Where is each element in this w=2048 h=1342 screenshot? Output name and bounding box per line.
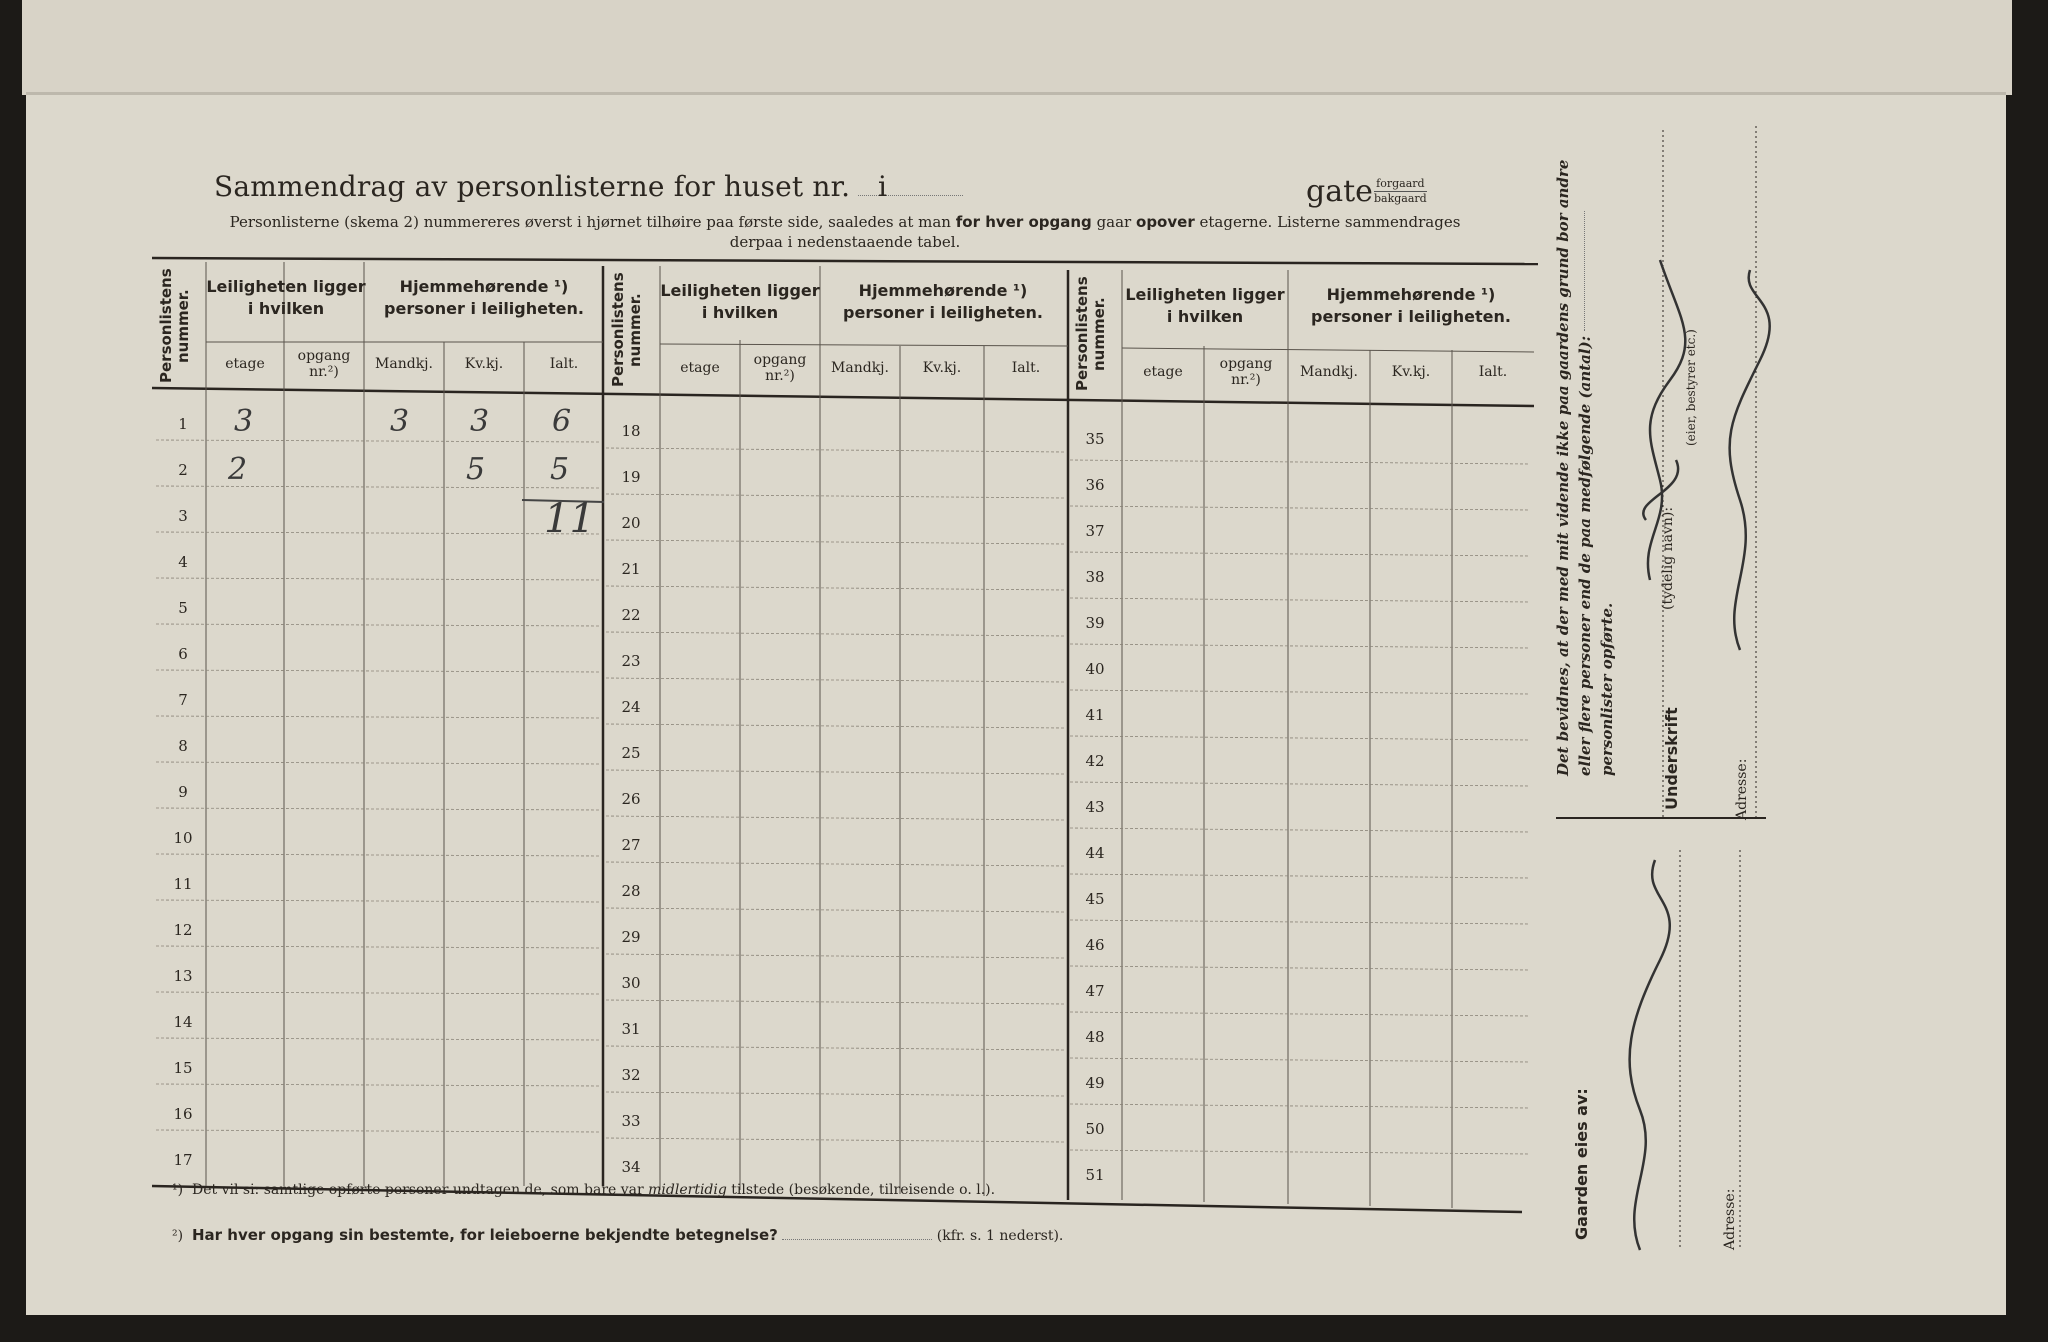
gaarden-eies-label: Gaarden eies av:: [1572, 1088, 1591, 1240]
row-number: 15: [173, 1059, 193, 1077]
row-number: 27: [621, 836, 641, 854]
header-leiligheten-3: Leiligheten ligger i hvilken: [1125, 285, 1285, 326]
header-opgang-1: opgang nr.²): [297, 348, 351, 380]
row-number: 42: [1085, 752, 1105, 770]
row-number: 23: [621, 652, 641, 670]
tydelig-label: (tydelig navn):: [1660, 506, 1676, 610]
row-number: 14: [173, 1013, 193, 1031]
row-number: 21: [621, 560, 641, 578]
entry-row2-kvkj: 5: [466, 452, 486, 487]
row-number: 13: [173, 967, 193, 985]
row-number: 26: [621, 790, 641, 808]
header-mandkj-2: Mandkj.: [831, 360, 889, 376]
footnote-2: ²) Har hver opgang sin bestemte, for leieboerne bekjendte betegnelse? (kfr. s. 1 nederst).: [172, 1226, 1064, 1244]
entry-row2-etage: 2: [228, 452, 248, 487]
row-number: 51: [1085, 1166, 1105, 1184]
row-number: 16: [173, 1105, 193, 1123]
header-ialt-2: Ialt.: [1011, 360, 1041, 376]
header-hjemmehorende-3: Hjemmehørende ¹) personer i leiligheten.: [1311, 285, 1511, 326]
row-number: 3: [178, 507, 188, 525]
header-etage-2: etage: [680, 360, 720, 376]
row-number: 47: [1085, 982, 1105, 1000]
row-number: 10: [173, 829, 193, 847]
row-number: 34: [621, 1158, 641, 1176]
row-number: 40: [1085, 660, 1105, 678]
row-number: 9: [178, 783, 188, 801]
header-etage-1: etage: [225, 356, 265, 372]
adresse-label: Adresse:: [1734, 758, 1750, 820]
row-number: 2: [178, 461, 188, 479]
row-number: 43: [1085, 798, 1105, 816]
signature-adresse: [1730, 270, 1770, 650]
row-number: 4: [178, 553, 188, 571]
row-number: 32: [621, 1066, 641, 1084]
gate-option-bakgaard: bakgaard: [1374, 192, 1427, 205]
row-number: 30: [621, 974, 641, 992]
row-number: 35: [1085, 430, 1105, 448]
header-leiligheten-2: Leiligheten ligger i hvilken: [660, 281, 820, 322]
entry-row1-ialt: 6: [552, 404, 572, 439]
intro-text: Personlisterne (skema 2) nummereres øverst i hjørnet tilhøire paa første side, saaledes at man for hver opgang gaar opover etagerne. Listerne sammendrages derpaa i nedenstaaende tabel.: [229, 213, 1461, 251]
underskrift-label: Underskrift: [1662, 707, 1681, 810]
footnote-1: ¹) Det vil si: samtlige opførte personer undtagen de, som bare var midlertidig tilstede (besøkende, tilreisende o. l.).: [172, 1182, 996, 1198]
form-title: Sammendrag av personlisterne for huset nr.: [214, 170, 971, 203]
signature-underskrift: [1643, 260, 1685, 580]
row-number: 8: [178, 737, 188, 755]
gate-option-forgaard: forgaard: [1376, 177, 1425, 190]
header-hjemmehorende-2: Hjemmehørende ¹) personer i leiligheten.: [843, 281, 1043, 322]
row-number: 22: [621, 606, 641, 624]
row-number: 50: [1085, 1120, 1105, 1138]
header-leiligheten-1: Leiligheten ligger i hvilken: [206, 277, 366, 318]
header-kvkj-1: Kv.kj.: [464, 356, 504, 372]
row-number: 12: [173, 921, 193, 939]
header-ialt-3: Ialt.: [1478, 364, 1508, 380]
header-ialt-1: Ialt.: [549, 356, 579, 372]
entry-row1-etage: 3: [234, 404, 254, 439]
row-number: 45: [1085, 890, 1105, 908]
row-number: 25: [621, 744, 641, 762]
row-number: 49: [1085, 1074, 1105, 1092]
eier-label: (eier, bestyrer etc.): [1684, 329, 1698, 446]
header-kvkj-3: Kv.kj.: [1391, 364, 1431, 380]
row-number: 1: [178, 415, 188, 433]
row-number: 29: [621, 928, 641, 946]
row-number: 38: [1085, 568, 1105, 586]
row-number: 31: [621, 1020, 641, 1038]
row-number: 46: [1085, 936, 1105, 954]
header-hjemmehorende-1: Hjemmehørende ¹) personer i leiligheten.: [384, 277, 584, 318]
row-number: 6: [178, 645, 188, 663]
row-number: 19: [621, 468, 641, 486]
row-number: 33: [621, 1112, 641, 1130]
row-number: 48: [1085, 1028, 1105, 1046]
header-opgang-2: opgang nr.²): [753, 352, 807, 384]
form-title-i: i: [878, 170, 887, 203]
header-personlistens-2: Personlistens nummer.: [609, 272, 644, 388]
adresse2-label: Adresse:: [1722, 1188, 1738, 1250]
row-number: 44: [1085, 844, 1105, 862]
row-number: 7: [178, 691, 188, 709]
entry-row1-kvkj: 3: [470, 404, 490, 439]
header-personlistens-1: Personlistens nummer.: [157, 268, 192, 384]
row-number: 39: [1085, 614, 1105, 632]
header-kvkj-2: Kv.kj.: [922, 360, 962, 376]
header-mandkj-3: Mandkj.: [1300, 364, 1358, 380]
entry-row1-mandkj: 3: [390, 404, 410, 439]
row-number: 5: [178, 599, 188, 617]
row-number: 36: [1085, 476, 1105, 494]
entry-row2-ialt: 5: [550, 452, 570, 487]
header-opgang-3: opgang nr.²): [1219, 356, 1273, 388]
row-number: 24: [621, 698, 641, 716]
row-number: 18: [621, 422, 641, 440]
header-etage-3: etage: [1143, 364, 1183, 380]
signature-owner: [1630, 860, 1670, 1250]
row-number: 17: [173, 1151, 193, 1169]
gate-label: gate: [1306, 174, 1373, 209]
entry-total: 11: [544, 496, 595, 542]
row-number: 28: [621, 882, 641, 900]
header-mandkj-1: Mandkj.: [375, 356, 433, 372]
row-number: 20: [621, 514, 641, 532]
declaration-text: Det bevidnes, at der med mit vidende ikke paa gaardens grund bor andre eller flere personer end de paa medfølgende (antal): personlister opførte.: [1554, 159, 1616, 776]
row-number: 41: [1085, 706, 1105, 724]
header-personlistens-3: Personlistens nummer.: [1073, 276, 1108, 392]
row-number: 11: [173, 875, 193, 893]
row-number: 37: [1085, 522, 1105, 540]
